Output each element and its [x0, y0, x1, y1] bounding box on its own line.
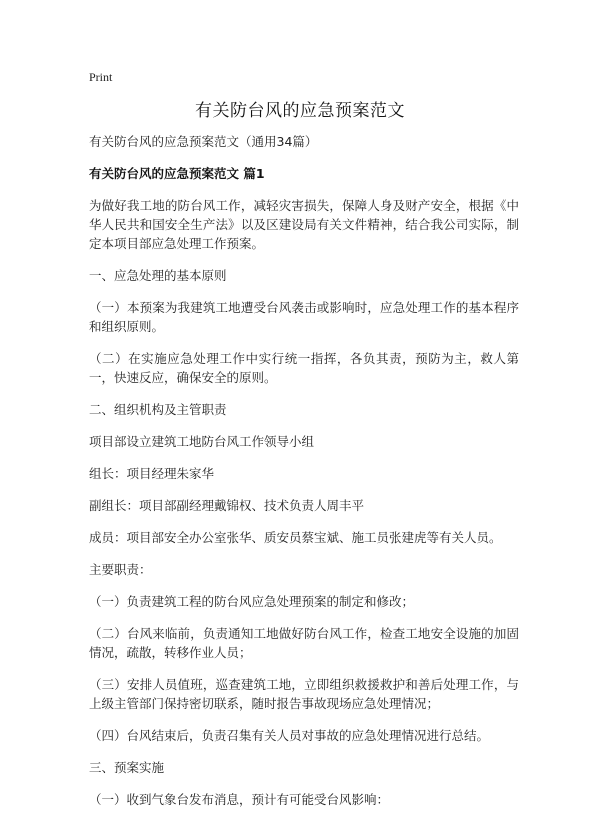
duty-item-4: （四）台风结束后，负责召集有关人员对事故的应急处理情况进行总结。	[89, 728, 490, 743]
subtitle-paragraph: 有关防台风的应急预案范文（通用34篇）	[89, 134, 318, 149]
principle-item-2: （二）在实施应急处理工作中实行统一指挥，各负其责，预防为主，救人第一，快速反应，确保安全的原则。	[89, 351, 519, 385]
heading-organization: 二、组织机构及主管职责	[89, 402, 227, 417]
org-deputy-leader: 副组长：项目部副经理戴锦权、技术负责人周丰平	[89, 498, 365, 513]
intro-paragraph: 为做好我工地的防台风工作，减轻灾害损失，保障人身及财产安全，根据《中华人民共和国安全生产法》以及区建设局有关文件精神，结合我公司实际，制定本项目部应急处理工作预案。	[89, 198, 519, 251]
page-title: 有关防台风的应急预案范文	[195, 101, 405, 121]
document-body	[89, 132, 519, 822]
org-group-paragraph: 项目部设立建筑工地防台风工作领导小组	[89, 434, 315, 449]
org-members: 成员：项目部安全办公室张华、质安员蔡宝斌、施工员张建虎等有关人员。	[89, 530, 502, 545]
duty-item-2: （二）台风来临前，负责通知工地做好防台风工作，检查工地安全设施的加固情况，疏散，转移作业人员；	[89, 626, 519, 660]
print-link[interactable]: Print	[89, 70, 113, 84]
implementation-item-1: （一）收到气象台发布消息，预计有可能受台风影响：	[89, 792, 390, 807]
duties-heading: 主要职责：	[89, 562, 152, 577]
principle-item-1: （一）本预案为我建筑工地遭受台风袭击或影响时，应急处理工作的基本程序和组织原则。	[89, 300, 519, 334]
heading-principles: 一、应急处理的基本原则	[89, 268, 227, 283]
section-heading: 有关防台风的应急预案范文 篇1	[89, 166, 265, 181]
duty-item-1: （一）负责建筑工程的防台风应急处理预案的制定和修改；	[89, 594, 415, 609]
org-leader: 组长：项目经理朱家华	[89, 466, 215, 481]
heading-implementation: 三、预案实施	[89, 760, 165, 775]
duty-item-3: （三）安排人员值班，巡查建筑工地，立即组织救援救护和善后处理工作，与上级主管部门保持密切联系，随时报告事故现场应急处理情况；	[89, 677, 519, 711]
